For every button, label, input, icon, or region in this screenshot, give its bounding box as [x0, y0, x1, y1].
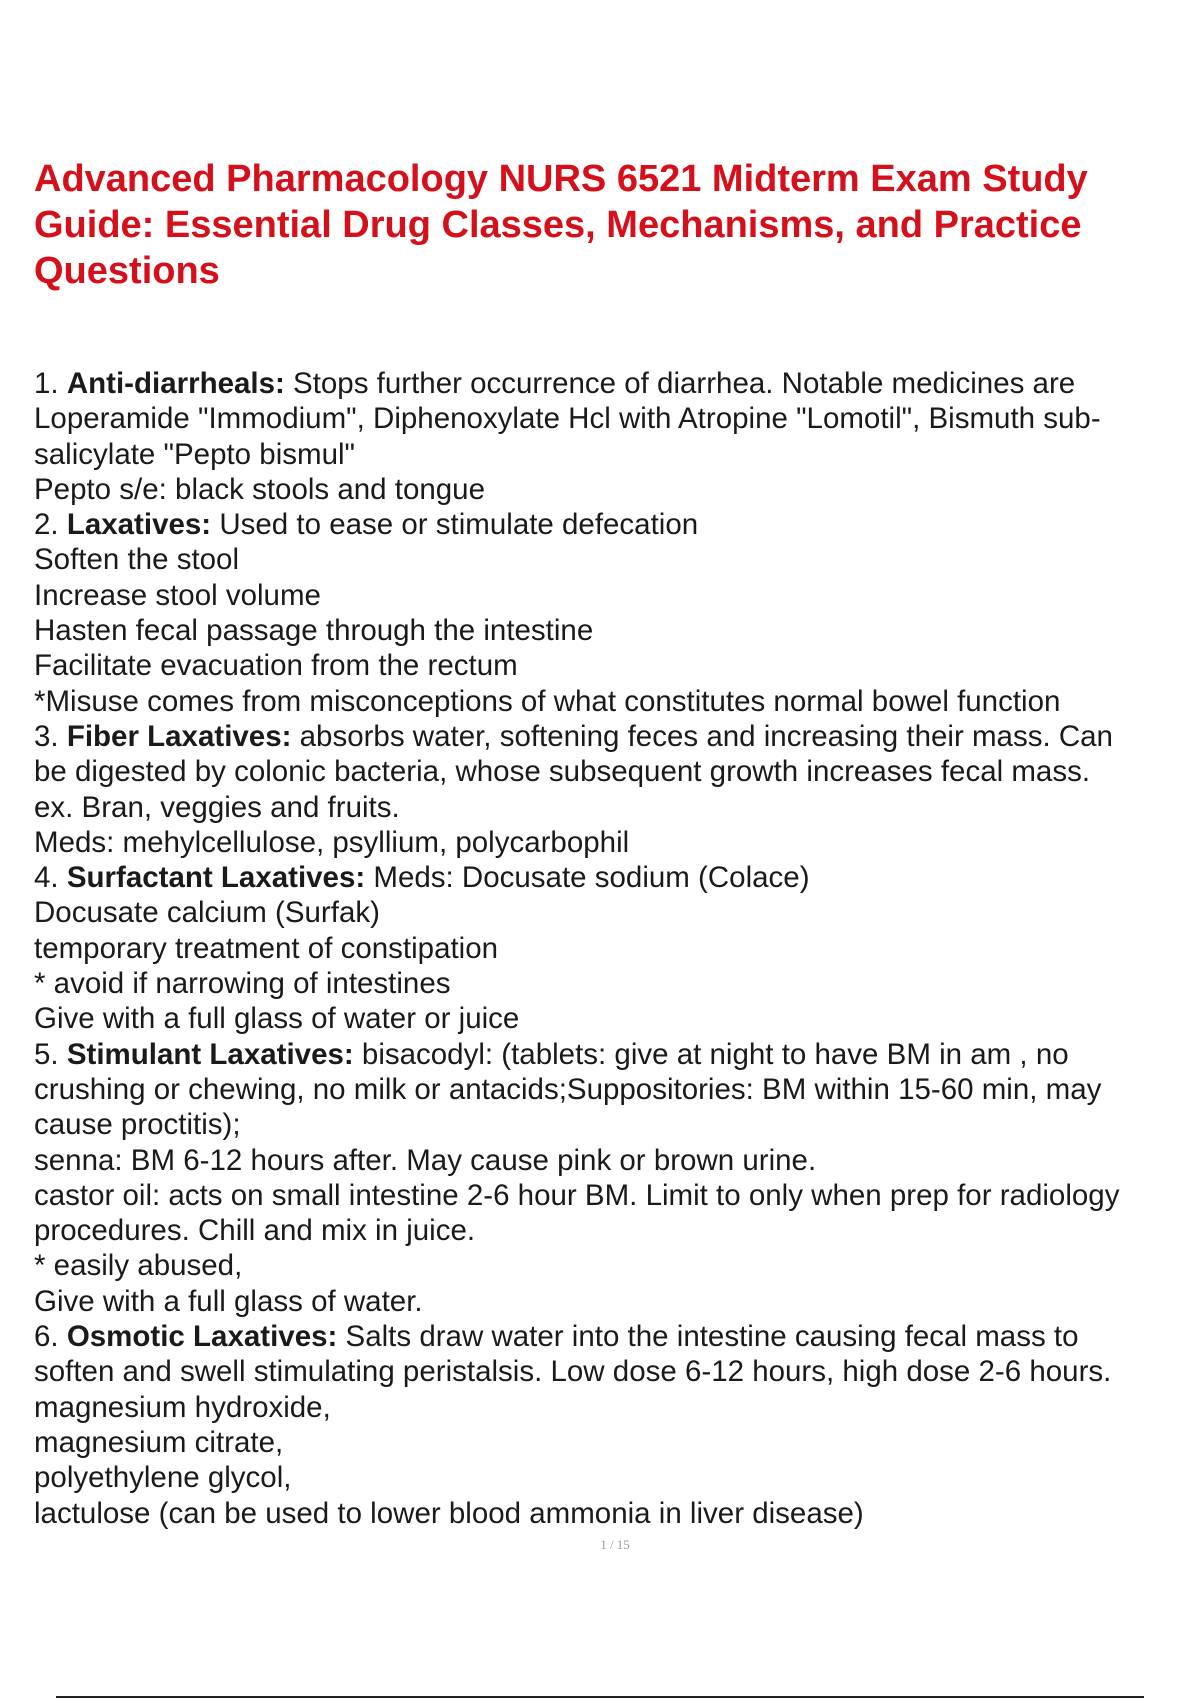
drug-class-term: Osmotic Laxatives: — [66, 1320, 338, 1354]
text-line: *Misuse comes from misconceptions of what constitutes normal bowel function — [34, 684, 1061, 718]
text-line: Docusate calcium (Surfak) — [34, 896, 380, 930]
section-heading-line — [34, 1037, 1200, 1072]
text-line: lactulose (can be used to lower blood ammonia in liver disease) — [34, 1496, 864, 1530]
text-line: Pepto s/e: black stools and tongue — [34, 472, 485, 506]
text-line: Increase stool volume — [34, 578, 321, 612]
section-number: 2. — [34, 508, 59, 542]
text-line: * easily abused, — [34, 1249, 243, 1283]
section-heading-line — [34, 1319, 1200, 1354]
text-line: Hasten fecal passage through the intestine — [34, 614, 594, 648]
section-number: 3. — [34, 719, 59, 753]
text-line: Meds: mehylcellulose, psyllium, polycarbophil — [34, 825, 630, 859]
page-number: 1 / 15 — [600, 1537, 630, 1552]
drug-class-term: Laxatives: — [66, 508, 212, 542]
drug-class-term: Surfactant Laxatives: — [66, 861, 366, 895]
text-line: magnesium hydroxide, — [34, 1390, 331, 1424]
drug-class-term: Fiber Laxatives: — [66, 719, 292, 753]
footer-divider — [56, 1696, 1144, 1698]
section-description: Used to ease or stimulate defecation — [219, 508, 699, 542]
text-line: Loperamide "Immodium", Diphenoxylate Hcl with Atropine "Lomotil", Bismuth sub- — [34, 402, 1101, 436]
section-description: Salts draw water into the intestine causing fecal mass to — [345, 1320, 1079, 1354]
text-line: be digested by colonic bacteria, whose subsequent growth increases fecal mass. — [34, 755, 1091, 789]
section-number: 1. — [34, 367, 59, 400]
section-description: Meds: Docusate sodium (Colace) — [373, 861, 810, 895]
section-heading-line — [34, 719, 1200, 754]
section-number: 5. — [34, 1037, 59, 1071]
text-line: Facilitate evacuation from the rectum — [34, 649, 518, 683]
text-line: castor oil: acts on small intestine 2-6 hour BM. Limit to only when prep for radiology — [34, 1178, 1120, 1212]
section-description: absorbs water, softening feces and increasing their mass. Can — [299, 719, 1113, 753]
text-line: Give with a full glass of water or juice — [34, 1002, 520, 1036]
drug-class-term: Anti-diarrheals: — [66, 367, 285, 400]
text-line: salicylate "Pepto bismul" — [34, 437, 355, 471]
text-line: Give with a full glass of water. — [34, 1284, 423, 1318]
text-line: Soften the stool — [34, 543, 240, 577]
text-line: magnesium citrate, — [34, 1425, 284, 1459]
drug-class-term: Stimulant Laxatives: — [66, 1037, 354, 1071]
text-line: ex. Bran, veggies and fruits. — [34, 790, 400, 824]
section-heading-line — [34, 507, 1200, 542]
study-guide-body — [34, 366, 1200, 1531]
section-heading-line — [34, 860, 1200, 895]
text-line: crushing or chewing, no milk or antacids;Suppositories: BM within 15-60 min, may — [34, 1072, 1102, 1106]
text-line: polyethylene glycol, — [34, 1461, 292, 1495]
text-line: temporary treatment of constipation — [34, 931, 499, 965]
text-line: senna: BM 6-12 hours after. May cause pink or brown urine. — [34, 1143, 817, 1177]
text-line: * avoid if narrowing of intestines — [34, 967, 451, 1001]
section-number: 6. — [34, 1320, 59, 1354]
text-line: procedures. Chill and mix in juice. — [34, 1214, 476, 1248]
section-description: Stops further occurrence of diarrhea. Notable medicines are — [293, 367, 1076, 400]
document-title: Advanced Pharmacology NURS 6521 Midterm Exam Study Guide: Essential Drug Classes, Mechanisms, and Practice Questions — [34, 158, 1088, 292]
section-heading-line — [34, 366, 1200, 401]
section-number: 4. — [34, 861, 59, 895]
text-line: cause proctitis); — [34, 1108, 241, 1142]
section-description: bisacodyl: (tablets: give at night to have BM in am , no — [361, 1037, 1069, 1071]
text-line: soften and swell stimulating peristalsis. Low dose 6-12 hours, high dose 2-6 hours. — [34, 1355, 1112, 1389]
